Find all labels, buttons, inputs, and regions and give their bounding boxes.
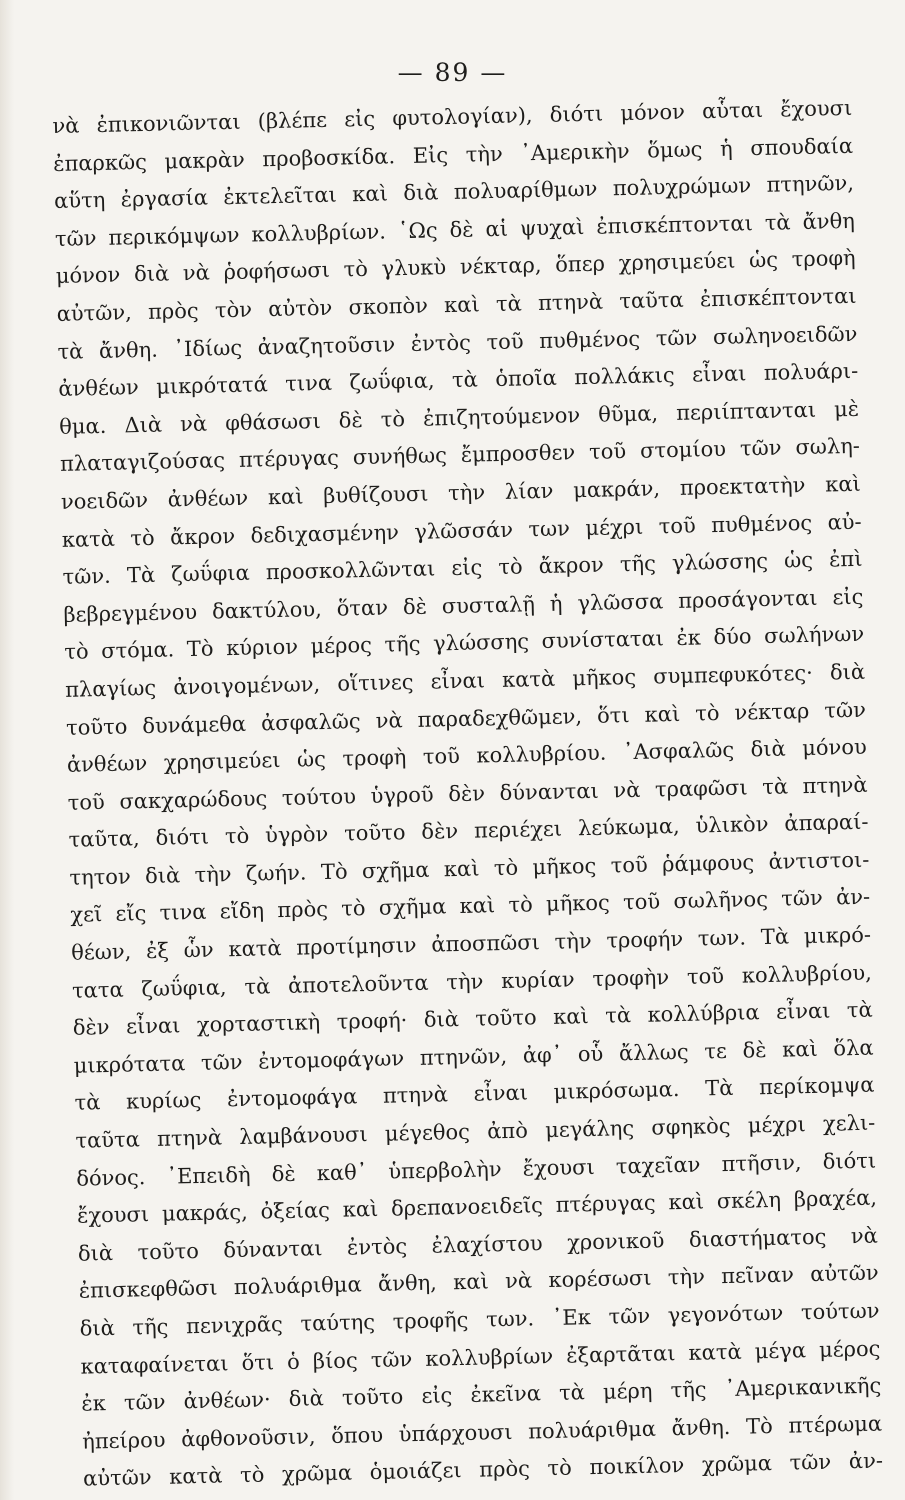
text-line: μόνον διὰ νὰ ῥοφήσωσι τὸ γλυκὺ νέκταρ, ὅπερ χρησιμεύει ὡς τροφὴ — [55, 246, 856, 289]
text-line: ἔχουσι μακράς, ὀξείας καὶ δρεπανοειδεῖς πτέρυγας καὶ σκέλη βραχέα, — [76, 1185, 878, 1228]
text-line: τητον διὰ τὴν ζωήν. Τὸ σχῆμα καὶ τὸ μῆκος τοῦ ῥάμφους ἀντιστοι- — [69, 847, 870, 890]
text-line: νὰ ἐπικονιῶνται (βλέπε εἰς φυτολογίαν), διότι μόνον αὗται ἔχουσι — [52, 95, 853, 138]
text-line: διὰ τῆς πενιχρᾶς ταύτης τροφῆς των. ᾿Εκ τῶν γεγονότων τούτων — [79, 1298, 880, 1341]
body-text — [52, 90, 883, 1499]
text-line: ταῦτα πτηνὰ λαμβάνουσι μέγεθος ἀπὸ μεγάλης σφηκὸς μέχρι χελι- — [75, 1110, 876, 1153]
text-line: αὐτῶν κατὰ τὸ χρῶμα ὁμοιάζει πρὸς τὸ ποικίλον χρῶμα τῶν ἀν- — [82, 1448, 884, 1492]
text-line: αὐτῶν, πρὸς τὸν αὐτὸν σκοπὸν καὶ τὰ πτηνὰ ταῦτα ἐπισκέπτονται — [56, 283, 857, 326]
text-line: πλαγίως ἀνοιγομένων, οἵτινες εἶναι κατὰ μῆκος συμπεφυκότες· διὰ — [64, 659, 866, 702]
text-line: θέων, ἐξ ὧν κατὰ προτίμησιν ἀποσπῶσι τὴν τροφήν των. Τὰ μικρό- — [70, 922, 872, 965]
text-line: ταῦτα, διότι τὸ ὑγρὸν τοῦτο δὲν περιέχει λεύκωμα, ὑλικὸν ἀπαραί- — [68, 809, 869, 853]
text-line: τῶν. Τὰ ζωΰφια προσκολλῶνται εἰς τὸ ἄκρον τῆς γλώσσης ὡς ἐπὶ — [62, 546, 863, 590]
text-line: ἀνθέων μικρότατά τινα ζωΰφια, τὰ ὁποῖα πολλάκις εἶναι πολυάρι- — [58, 358, 859, 402]
text-line: κατὰ τὸ ἄκρον δεδιχασμένην γλῶσσάν των μέχρι τοῦ πυθμένος αὐ- — [61, 509, 862, 552]
text-line: καταφαίνεται ὅτι ὁ βίος τῶν κολλυβρίων ἐξαρτᾶται κατὰ μέγα μέρος — [80, 1336, 881, 1379]
text-line: τῶν περικόμψων κολλυβρίων. ῾Ως δὲ αἱ ψυχαὶ ἐπισκέπτονται τὰ ἄνθη — [54, 208, 856, 251]
text-line: τοῦτο δυνάμεθα ἀσφαλῶς νὰ παραδεχθῶμεν, ὅτι καὶ τὸ νέκταρ τῶν — [65, 697, 867, 740]
text-line: χεῖ εἴς τινα εἴδη πρὸς τὸ σχῆμα καὶ τὸ μῆκος τοῦ σωλῆνος τῶν ἀν- — [70, 885, 871, 928]
text-line: τὰ κυρίως ἐντομοφάγα πτηνὰ εἶναι μικρόσωμα. Τὰ περίκομψα — [74, 1073, 875, 1116]
text-line: ἐπαρκῶς μακρὰν προβοσκίδα. Εἰς τὴν ᾿Αμερικὴν ὅμως ἡ σπουδαία — [52, 133, 854, 176]
text-line: πλαταγιζούσας πτέρυγας συνήθως ἔμπροσθεν τοῦ στομίου τῶν σωλη- — [59, 434, 861, 477]
text-line: ἀνθέων χρησιμεύει ὡς τροφὴ τοῦ κολλυβρίου. ᾿Ασφαλῶς διὰ μόνου — [66, 734, 867, 777]
text-line: δὲν εἶναι χορταστικὴ τροφή· διὰ τοῦτο καὶ τὰ κολλύβρια εἶναι τὰ — [72, 997, 873, 1041]
text-line: τὰ ἄνθη. ᾿Ιδίως ἀναζητοῦσιν ἐντὸς τοῦ πυθμένος τῶν σωληνοειδῶν — [57, 321, 858, 364]
page-edge-shadow — [0, 0, 14, 1500]
text-line: ἐπισκεφθῶσι πολυάριθμα ἄνθη, καὶ νὰ κορέσωσι τὴν πεῖναν αὐτῶν — [78, 1260, 879, 1304]
text-line: νοειδῶν ἀνθέων καὶ βυθίζουσι τὴν λίαν μακράν, προεκτατὴν καὶ — [60, 471, 862, 514]
text-line: ἠπείρου ἀφθονοῦσιν, ὅπου ὑπάρχουσι πολυάριθμα ἄνθη. Τὸ πτέρωμα — [81, 1411, 883, 1454]
text-line: διὰ τοῦτο δύνανται ἐντὸς ἐλαχίστου χρονικοῦ διαστήματος νὰ — [77, 1223, 879, 1266]
text-line: τοῦ σακχαρώδους τούτου ὑγροῦ δὲν δύνανται νὰ τραφῶσι τὰ πτηνὰ — [67, 772, 868, 815]
text-line: αὕτη ἐργασία ἐκτελεῖται καὶ διὰ πολυαρίθμων πολυχρώμων πτηνῶν, — [53, 171, 855, 214]
text-line: μικρότατα τῶν ἐντομοφάγων πτηνῶν, ἀφ᾿ οὗ ἄλλως τε δὲ καὶ ὅλα — [73, 1035, 874, 1078]
text-line: δόνος. ᾿Επειδὴ δὲ καθ᾿ ὑπερβολὴν ἔχουσι ταχεῖαν πτῆσιν, διότι — [76, 1148, 877, 1191]
text-line: τατα ζωΰφια, τὰ ἀποτελοῦντα τὴν κυρίαν τροφὴν τοῦ κολλυβρίου, — [71, 960, 873, 1003]
text-line: θμα. Διὰ νὰ φθάσωσι δὲ τὸ ἐπιζητούμενον θῦμα, περιίπτανται μὲ — [58, 396, 860, 439]
text-line: τὸ στόμα. Τὸ κύριον μέρος τῆς γλώσσης συνίσταται ἐκ δύο σωλήνων — [64, 622, 865, 665]
text-line: βεβρεγμένου δακτύλου, ὅταν δὲ συσταλῇ ἡ γλῶσσα προσάγονται εἰς — [63, 584, 864, 627]
text-line: ἐκ τῶν ἀνθέων· διὰ τοῦτο εἰς ἐκεῖνα τὰ μέρη τῆς ᾿Αμερικανικῆς — [81, 1373, 882, 1416]
page-number: — 89 — — [397, 58, 508, 87]
